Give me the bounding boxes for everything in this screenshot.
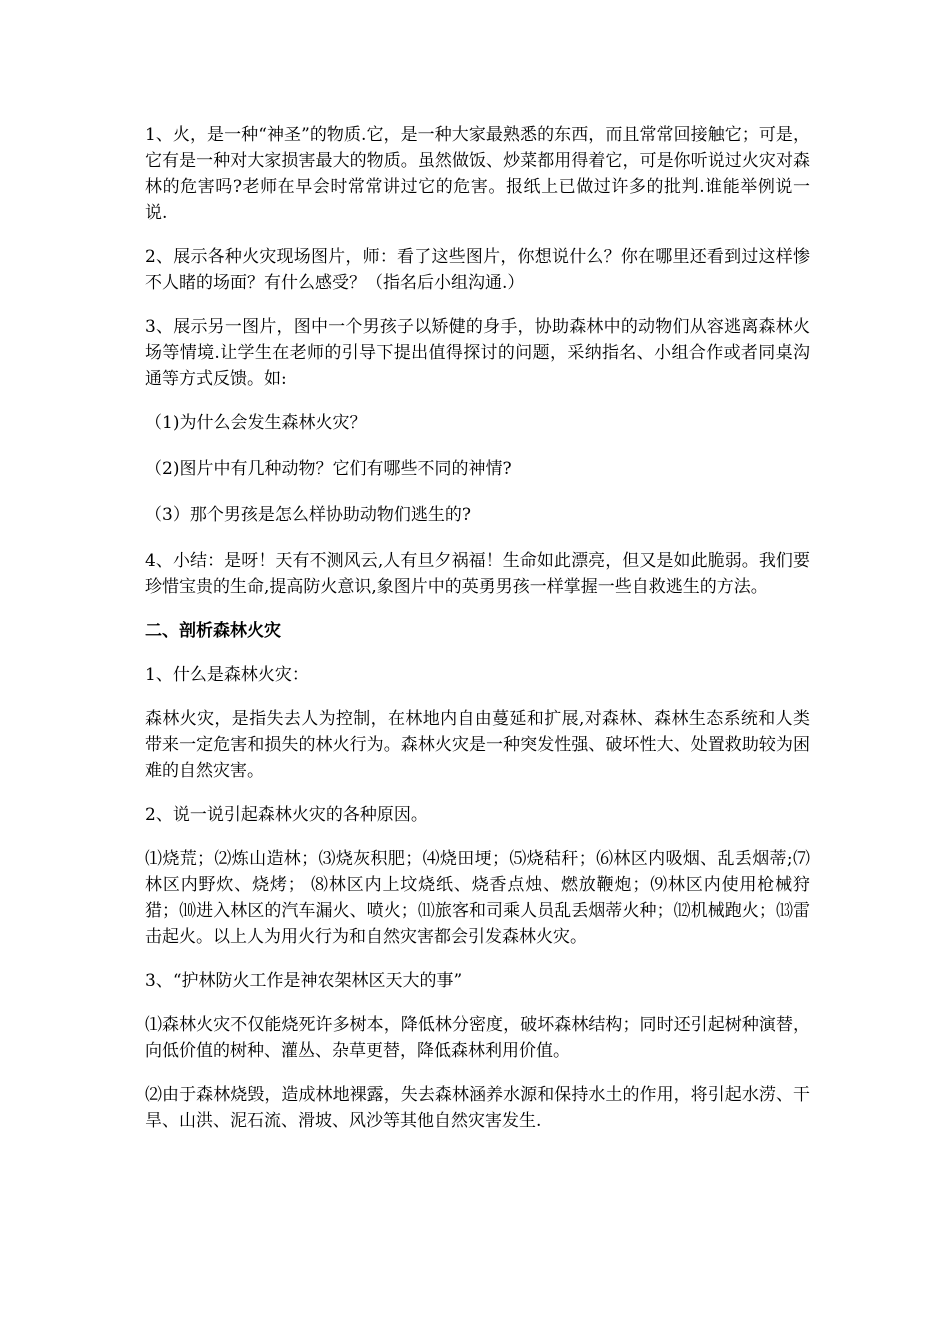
- subsection-3-item-2: ⑵由于森林烧毁，造成林地裸露，失去森林涵养水源和保持水土的作用，将引起水涝、干旱、山洪、泥石流、滑坡、风沙等其他自然灾害发生.: [145, 1085, 810, 1131]
- subsection-2-body: ⑴烧荒；⑵炼山造林；⑶烧灰积肥；⑷烧田埂；⑸烧秸秆；⑹林区内吸烟、乱丢烟蒂;⑺林区内野炊、烧烤； ⑻林区内上坟烧纸、烧香点烛、燃放鞭炮；⑼林区内使用枪械狩猎；⑽进入林区的汽车漏火、喷火；⑾旅客和司乘人员乱丢烟蒂火种；⑿机械跑火；⒀雷击起火。以上人为用火行为和自然灾害都会引发森林火灾。: [145, 849, 810, 947]
- paragraph-fire-intro: 1、火，是一种“神圣”的物质.它，是一种大家最熟悉的东西，而且常常回接触它；可是，它有是一种对大家损害最大的物质。虽然做饭、炒菜都用得着它，可是你听说过火灾对森林的危害吗?老师在早会时常常讲过它的危害。报纸上已做过许多的批判.谁能举例说一说.: [145, 125, 810, 223]
- subsection-1-body: 森林火灾，是指失去人为控制，在林地内自由蔓延和扩展,对森林、森林生态系统和人类带来一定危害和损失的林火行为。森林火灾是一种突发性强、破坏性大、处置救助较为困难的自然灾害。: [145, 709, 810, 781]
- subsection-1-title: 1、什么是森林火灾：: [145, 665, 309, 685]
- question-3: （3）那个男孩是怎么样协助动物们逃生的?: [145, 505, 471, 525]
- paragraph-summary: 4、小结：是呀！天有不测风云,人有旦夕祸福！生命如此漂亮，但又是如此脆弱。我们要珍惜宝贵的生命,提高防火意识,象图片中的英勇男孩一样掌握一些自救逃生的方法。: [145, 551, 810, 597]
- subsection-3-title: 3、“护林防火工作是神农架林区天大的事”: [145, 971, 463, 991]
- paragraph-boy-picture: 3、展示另一图片，图中一个男孩子以矫健的身手，协助森林中的动物们从容逃离森林火场等情境.让学生在老师的引导下提出值得探讨的问题，采纳指名、小组合作或者同桌沟通等方式反馈。如:: [145, 317, 810, 389]
- paragraph-show-pictures: 2、展示各种火灾现场图片，师：看了这些图片，你想说什么？你在哪里还看到过这样惨不人睹的场面？有什么感受？（指名后小组沟通.）: [145, 247, 810, 293]
- question-1: （1)为什么会发生森林火灾？: [145, 413, 367, 433]
- question-2: （2)图片中有几种动物？它们有哪些不同的神情?: [145, 459, 512, 479]
- document-page: [145, 122, 810, 1152]
- subsection-2-title: 2、说一说引起森林火灾的各种原因。: [145, 805, 428, 825]
- section-heading: 二、剖析森林火灾: [145, 621, 281, 641]
- subsection-3-item-1: ⑴森林火灾不仅能烧死许多树本，降低林分密度，破坏森林结构；同时还引起树种演替，向低价值的树种、灌丛、杂草更替，降低森林利用价值。: [145, 1015, 810, 1061]
